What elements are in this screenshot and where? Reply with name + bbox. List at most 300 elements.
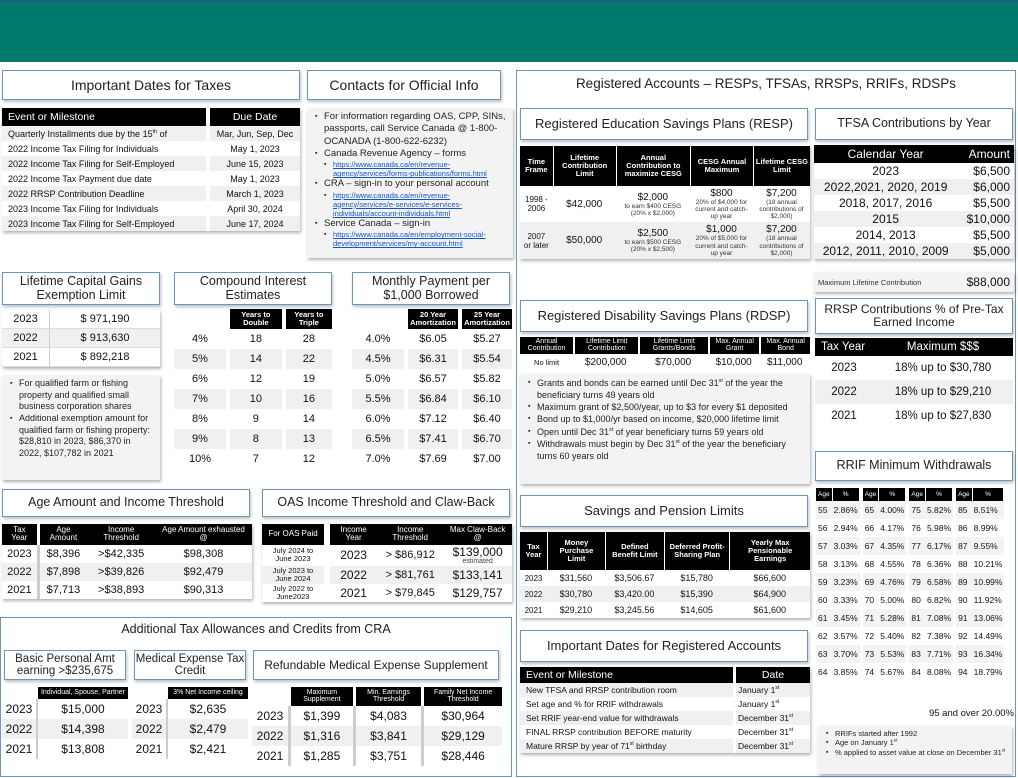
refundable-table <box>252 687 502 766</box>
age-cell: 70 <box>863 591 880 609</box>
year-cell: 2023 <box>524 573 543 583</box>
rdsp-cell: $10,000 <box>715 356 752 368</box>
table-row <box>863 627 907 645</box>
year-cell: 2021 <box>256 748 284 763</box>
oas-paid-cell: July 2024 to June 2023 <box>272 546 314 564</box>
percent-cell: 3.57% <box>833 627 860 645</box>
cell-note: to earn $400 CESG (20% x $2,000) <box>624 202 682 217</box>
age-cell: 56 <box>816 519 833 537</box>
value-cell: $30,964 <box>421 706 502 726</box>
date-cell: March 1, 2023 <box>210 186 300 201</box>
percent-cell: 7.38% <box>926 627 953 645</box>
value-cell: $2,421 <box>189 741 227 756</box>
table-row <box>816 501 860 519</box>
age-amount-table <box>2 524 252 599</box>
rate-cell: 7.0% <box>365 452 391 465</box>
table-row <box>520 697 810 711</box>
age-cell: 72 <box>863 627 880 645</box>
column-header: Lifetime CESG Limit <box>753 146 810 186</box>
table-row <box>2 739 128 759</box>
year-cell: 2023 <box>2 310 50 329</box>
value-cell: 18% up to $30,780 <box>894 362 992 374</box>
percent-cell: 10.99% <box>973 573 1005 591</box>
event-cell: 2022 RRSP Contribution Deadline <box>2 186 210 201</box>
table-row <box>132 739 248 759</box>
note-item: ▪ % applied to asset value at close on December 31st <box>826 748 1006 757</box>
rrif-notes <box>818 726 1012 774</box>
tax-dates-table <box>2 108 300 231</box>
value-cell: $7,713 <box>37 581 88 599</box>
table-row <box>909 663 953 681</box>
event-cell: Quarterly Installments due by the 15th of <box>2 126 210 141</box>
value-cell: $5.54 <box>458 349 512 369</box>
date-cell: Mar, Jun, Sep, Dec <box>210 126 300 141</box>
table-row <box>863 663 907 681</box>
value-cell: $6.40 <box>458 409 512 429</box>
percent-cell: 16.34% <box>973 645 1005 663</box>
percent-cell: 14.49% <box>973 627 1005 645</box>
column-header: 20 Year Amortization <box>404 309 458 329</box>
date-cell: December 31st <box>736 725 810 739</box>
date-cell: April 30, 2024 <box>210 201 300 216</box>
table-row <box>814 227 1014 243</box>
note-item: ▪ Grants and bonds can be earned until Dec 31st of the year the beneficiary turns 49 years old <box>528 377 804 401</box>
value-cell: $13,808 <box>61 741 105 756</box>
table-row <box>815 404 1013 428</box>
value-cell: 28 <box>282 329 332 349</box>
value-cell: $ 892,218 <box>50 348 160 367</box>
value-cell: $1,285 <box>288 746 353 766</box>
year-cell: 2021 <box>2 739 38 759</box>
column-header: Age Amount <box>37 524 88 545</box>
note-item: ▪ Open until Dec 31st of year beneficiary turns 59 years old <box>528 426 804 438</box>
value-cell: >$42,335 <box>98 547 145 560</box>
table-row <box>815 380 1013 404</box>
year-cell: 2023 <box>324 545 377 566</box>
percent-cell: 3.33% <box>833 591 860 609</box>
table-row <box>2 201 300 216</box>
table-row <box>352 449 512 469</box>
rate-cell: 6.5% <box>352 429 404 449</box>
column-header: Max. Annual Grant <box>708 337 760 354</box>
column-header: Calendar Year <box>814 145 957 163</box>
contact-item: ▪ Canada Revenue Agency – forms <box>315 148 507 160</box>
date-cell: December 31st <box>736 739 810 753</box>
contact-link-item <box>315 160 507 178</box>
note-item: ▪ RRIFs started after 1992 <box>826 729 1006 738</box>
year-cell: 2023 <box>2 699 38 719</box>
value-cell: $3,245.56 <box>614 605 655 615</box>
savings-title: Savings and Pension Limits <box>520 495 808 527</box>
contact-link[interactable]: https://www.canada.ca/en/employment-social-development/services/my-account.html <box>333 230 486 249</box>
table-row <box>956 519 1004 537</box>
capital-gains-notes <box>2 375 160 480</box>
value-cell: $3,751 <box>353 746 421 766</box>
value-cell: $1,399 <box>288 706 353 726</box>
table-row <box>909 555 953 573</box>
rrif-last-row: 95 and over 20.00% <box>928 708 1014 719</box>
age-cell: 89 <box>956 573 973 591</box>
date-cell: May 1, 2023 <box>210 171 300 186</box>
table-row <box>174 349 332 369</box>
limit-cell: $42,000 <box>566 198 603 210</box>
column-header: Income Threshold <box>377 524 443 545</box>
table-row <box>816 627 860 645</box>
lifetime-cesg-cell <box>753 222 810 258</box>
value-cell: 14 <box>282 409 332 429</box>
table-row <box>816 645 860 663</box>
value-cell: $66,600 <box>753 573 786 583</box>
percent-cell: 5.82% <box>926 501 953 519</box>
contact-link-item <box>315 191 507 218</box>
table-row <box>262 566 512 584</box>
percent-cell: 18.79% <box>973 663 1005 681</box>
percent-cell: 5.00% <box>879 591 906 609</box>
column-header: Age <box>909 488 926 501</box>
percent-cell: 8.99% <box>973 519 1005 537</box>
age-cell: 78 <box>909 555 926 573</box>
age-cell: 58 <box>816 555 833 573</box>
age-amount-title: Age Amount and Income Threshold <box>2 489 250 517</box>
age-cell: 64 <box>816 663 833 681</box>
percent-cell: 4.76% <box>879 573 906 591</box>
table-row <box>956 627 1004 645</box>
value-cell: $3,506.67 <box>614 573 655 583</box>
note-item: ▪ For qualified farm or fishing property and qualified small business corporation shares <box>10 378 154 413</box>
cell-note: 20% of $5,000 for current and catch-up year <box>695 235 748 257</box>
table-row <box>252 706 502 726</box>
estimated-note: estimated <box>462 557 493 565</box>
age-cell: 65 <box>863 501 880 519</box>
table-row <box>909 627 953 645</box>
table-row <box>174 329 332 349</box>
time-frame-cell: 2007 or later <box>520 222 553 258</box>
rate-cell: 5.0% <box>365 372 391 385</box>
age-cell: 81 <box>909 609 926 627</box>
time-frame-cell: 1998 - 2006 <box>525 195 548 214</box>
age-cell: 76 <box>909 519 926 537</box>
value-cell: $29,210 <box>559 605 593 615</box>
table-row <box>2 563 252 581</box>
rate-cell: 4% <box>192 332 208 345</box>
value-cell: $6.31 <box>404 349 458 369</box>
table-row <box>520 222 810 258</box>
percent-cell: 10.21% <box>973 555 1005 573</box>
percent-cell: 7.71% <box>926 645 953 663</box>
date-cell: June 17, 2024 <box>210 216 300 231</box>
event-cell: Mature RRSP by year of 71st birthday <box>520 739 736 753</box>
clawback-cell: $139,000 estimated <box>443 545 512 566</box>
value-cell: 10 <box>226 389 282 409</box>
value-cell: $4,083 <box>353 706 421 726</box>
clawback-cell: $129,757 <box>452 585 503 600</box>
table-row <box>352 429 512 449</box>
column-header: Money Purchase Limit <box>547 532 605 570</box>
year-cell: 2022,2021, 2020, 2019 <box>814 179 957 195</box>
cesg-cell <box>690 222 753 258</box>
column-header: Deferred Profit-Sharing Plan <box>664 532 730 570</box>
rate-cell: 6.0% <box>365 412 391 425</box>
value-cell: $7,898 <box>37 563 88 581</box>
column-header: Income Threshold <box>87 524 155 545</box>
year-cell: 2022 <box>324 566 377 584</box>
year-cell: 2015 <box>814 211 957 227</box>
table-row <box>909 519 953 537</box>
column-header: Age Amount exhausted @ <box>155 524 252 545</box>
column-header: Maximum Supplement <box>288 687 353 706</box>
age-cell: 87 <box>956 537 973 555</box>
year-cell: 2021 <box>7 583 32 596</box>
value-cell: $3,841 <box>353 726 421 746</box>
contact-item: ▪ For information regarding OAS, CPP, SINs, passports, call Service Canada @ 1-800-OCANADA (1-800-622-6232) <box>315 111 507 148</box>
value-cell: $64,900 <box>729 586 810 602</box>
percent-cell: 8.08% <box>926 663 953 681</box>
resp-table <box>520 146 810 259</box>
table-row <box>520 186 810 222</box>
age-cell: 83 <box>909 645 926 663</box>
age-cell: 74 <box>863 663 880 681</box>
value-cell: $6.05 <box>404 329 458 349</box>
table-row <box>909 609 953 627</box>
year-cell: 2023 <box>256 708 284 723</box>
value-cell: 8 <box>226 429 282 449</box>
note-item: ▪ Withdrawals must begin by Dec 31st of the year the beneficiary turns 60 years old <box>528 438 804 462</box>
table-row <box>909 645 953 663</box>
table-row <box>520 725 810 739</box>
value-cell: >$38,893 <box>98 583 145 596</box>
table-row <box>2 141 300 156</box>
age-cell: 82 <box>909 627 926 645</box>
percent-cell: 9.55% <box>973 537 1005 555</box>
cell-value: $2,500 <box>637 227 669 239</box>
rdsp-cell: $11,000 <box>766 356 803 368</box>
table-row <box>252 746 502 766</box>
threshold-cell: > $79,845 <box>385 586 435 599</box>
table-row <box>863 519 907 537</box>
year-cell: 2023 <box>7 547 32 560</box>
column-header: Age <box>816 488 833 501</box>
capital-gains-title: Lifetime Capital Gains Exemption Limit <box>2 272 160 305</box>
column-header: Family Net Income Threshold <box>421 687 502 706</box>
percent-cell: 4.35% <box>879 537 906 555</box>
table-row <box>262 545 512 566</box>
table-row <box>352 389 512 409</box>
age-cell: 62 <box>816 627 833 645</box>
note-item: ▪ Age on January 1st <box>826 738 1006 747</box>
percent-cell: 5.98% <box>926 519 953 537</box>
rrif-table <box>816 488 1016 681</box>
percent-cell: 3.03% <box>833 537 860 555</box>
rdsp-cell: $200,000 <box>584 356 627 368</box>
capital-gains-table <box>2 310 160 367</box>
contact-item: ▪ CRA – sign-in to your personal account <box>315 178 507 190</box>
value-cell: $14,605 <box>680 605 713 615</box>
year-cell: 2022 <box>132 719 168 739</box>
table-row <box>815 356 1013 380</box>
percent-cell: 6.36% <box>926 555 953 573</box>
table-row <box>956 537 1004 555</box>
event-cell: Set age and % for RRIF withdrawals <box>520 697 736 711</box>
percent-cell: 5.67% <box>879 663 906 681</box>
value-cell: $92,479 <box>155 563 252 581</box>
savings-table <box>520 532 810 618</box>
value-cell: 19 <box>282 369 332 389</box>
age-cell: 90 <box>956 591 973 609</box>
age-cell: 88 <box>956 555 973 573</box>
table-row <box>2 699 128 719</box>
rrsp-title: RRSP Contributions % of Pre-Tax Earned Income <box>815 298 1013 334</box>
column-header: Tax Year <box>815 338 873 356</box>
value-cell: $6.84 <box>404 389 458 409</box>
column-header: Event or Milestone <box>2 108 210 126</box>
event-cell: 2023 Income Tax Filing for Self-Employed <box>2 216 210 231</box>
table-row <box>352 409 512 429</box>
table-row <box>909 537 953 555</box>
column-header: Individual, Spouse, Partner <box>38 687 128 699</box>
compound-title: Compound Interest Estimates <box>174 272 332 305</box>
contact-item: ▪ Service Canada – sign-in <box>315 218 507 230</box>
registered-title: Registered Accounts – RESPs, TFSAs, RRSPs, RRIFs, RDSPs <box>575 76 957 91</box>
age-cell: 61 <box>816 609 833 627</box>
column-header <box>352 309 404 329</box>
rdsp-table <box>520 337 810 371</box>
year-cell: 2022 <box>2 563 37 581</box>
limit-cell: $50,000 <box>553 222 616 258</box>
age-cell: 67 <box>863 537 880 555</box>
percent-cell: 13.06% <box>973 609 1005 627</box>
cell-value: $2,000 <box>637 191 669 203</box>
note-item: ▪ Maximum grant of $2,500/year, up to $3 for every $1 deposited <box>528 401 804 413</box>
column-header <box>174 309 226 329</box>
value-cell: $7.12 <box>404 409 458 429</box>
column-header: Lifetime Limit Contribution <box>573 337 638 354</box>
table-row <box>174 449 332 469</box>
rate-cell: 6% <box>192 372 208 385</box>
age-cell: 94 <box>956 663 973 681</box>
column-header: Income Year <box>324 524 377 545</box>
table-row <box>520 683 810 697</box>
table-row <box>956 591 1004 609</box>
threshold-cell: > $86,912 <box>385 549 435 562</box>
column-header: Tax Year <box>2 524 37 545</box>
table-row <box>816 519 860 537</box>
rate-cell: 8% <box>192 412 208 425</box>
reg-dates-table <box>520 667 810 753</box>
value-cell: $2,635 <box>189 701 227 716</box>
amount-cell: $6,500 <box>973 164 1010 178</box>
table-row <box>863 501 907 519</box>
value-cell: 18 <box>226 329 282 349</box>
column-header: Annual Contribution to maximize CESG <box>616 146 690 186</box>
value-cell: 12 <box>282 449 332 469</box>
percent-cell: 3.13% <box>833 555 860 573</box>
date-cell: December 31st <box>736 711 810 725</box>
value-cell: 7 <box>226 449 282 469</box>
rate-cell: 5.5% <box>352 389 404 409</box>
column-header: For OAS Paid <box>262 524 324 545</box>
tfsa-max-label: Maximum Lifetime Contribution <box>818 277 922 287</box>
cell-note: (18 annual contributions of $2,000) <box>759 235 804 257</box>
age-cell: 55 <box>816 501 833 519</box>
column-header: Lifetime Contribution Limit <box>553 146 616 186</box>
table-row <box>863 537 907 555</box>
value-cell: $14,398 <box>38 719 128 739</box>
year-cell: 2018, 2017, 2016 <box>838 196 933 210</box>
rrif-column <box>863 488 907 681</box>
age-cell: 60 <box>816 591 833 609</box>
value-cell: $30,780 <box>547 586 605 602</box>
rrif-column <box>816 488 860 681</box>
cell-value: $7,200 <box>766 224 797 236</box>
percent-cell: 11.92% <box>973 591 1005 609</box>
value-cell: 16 <box>282 389 332 409</box>
value-cell: $6.57 <box>404 369 458 389</box>
rate-cell: 7% <box>174 389 226 409</box>
value-cell: $7.41 <box>404 429 458 449</box>
contact-link[interactable]: https://www.canada.ca/en/revenue-agency/services/forms-publications/forms.html <box>333 160 487 179</box>
value-cell: $61,600 <box>753 605 786 615</box>
value-cell: $ 971,190 <box>50 310 160 329</box>
age-cell: 69 <box>863 573 880 591</box>
oas-paid-cell: July 2022 to June2023 <box>272 583 314 601</box>
table-row <box>956 645 1004 663</box>
lifetime-cesg-cell <box>753 186 810 222</box>
age-cell: 73 <box>863 645 880 663</box>
column-header: 25 Year Amortization <box>458 309 512 329</box>
table-row <box>816 663 860 681</box>
column-header: Maximum $$$ <box>873 338 1013 356</box>
percent-cell: 7.08% <box>926 609 953 627</box>
refundable-title: Refundable Medical Expense Supplement <box>253 650 499 680</box>
age-cell: 66 <box>863 519 880 537</box>
cell-value: $7,200 <box>766 188 797 199</box>
age-cell: 93 <box>956 645 973 663</box>
value-cell: $7.00 <box>458 449 512 469</box>
date-cell: June 15, 2023 <box>210 156 300 171</box>
contacts-title: Contacts for Official Info <box>307 70 501 100</box>
event-cell: New TFSA and RRSP contribution room <box>520 683 736 697</box>
column-header: Event or Milestone <box>520 667 736 683</box>
age-cell: 85 <box>956 501 973 519</box>
percent-cell: 4.55% <box>879 555 906 573</box>
percent-cell: 2.86% <box>833 501 860 519</box>
value-cell: $3,420.00 <box>605 586 664 602</box>
table-row <box>520 739 810 753</box>
percent-cell: 6.58% <box>926 573 953 591</box>
value-cell: $5.27 <box>458 329 512 349</box>
table-row <box>909 573 953 591</box>
column-header: % <box>879 488 906 501</box>
table-row <box>956 501 1004 519</box>
contact-link-item <box>315 230 507 248</box>
monthly-table <box>352 309 512 469</box>
date-cell: January 1st <box>736 697 810 711</box>
year-cell: 2014, 2013 <box>855 228 916 242</box>
rate-cell: 5% <box>174 349 226 369</box>
column-header: Age <box>956 488 973 501</box>
table-row <box>2 126 300 141</box>
year-cell: 2022 <box>520 586 547 602</box>
column-header: Lifetime Limit Grants/Bonds <box>638 337 707 354</box>
table-row <box>174 369 332 389</box>
table-row <box>956 555 1004 573</box>
column-header: % <box>973 488 1005 501</box>
contact-link[interactable]: https://www.canada.ca/en/revenue-agency/services/e-services/e-services-individuals/account-individuals.html <box>333 190 462 218</box>
tax-dates-title: Important Dates for Taxes <box>2 70 300 100</box>
medical-table <box>132 687 248 759</box>
age-cell: 80 <box>909 591 926 609</box>
event-cell: Set RRIF year-end value for withdrawals <box>520 711 736 725</box>
